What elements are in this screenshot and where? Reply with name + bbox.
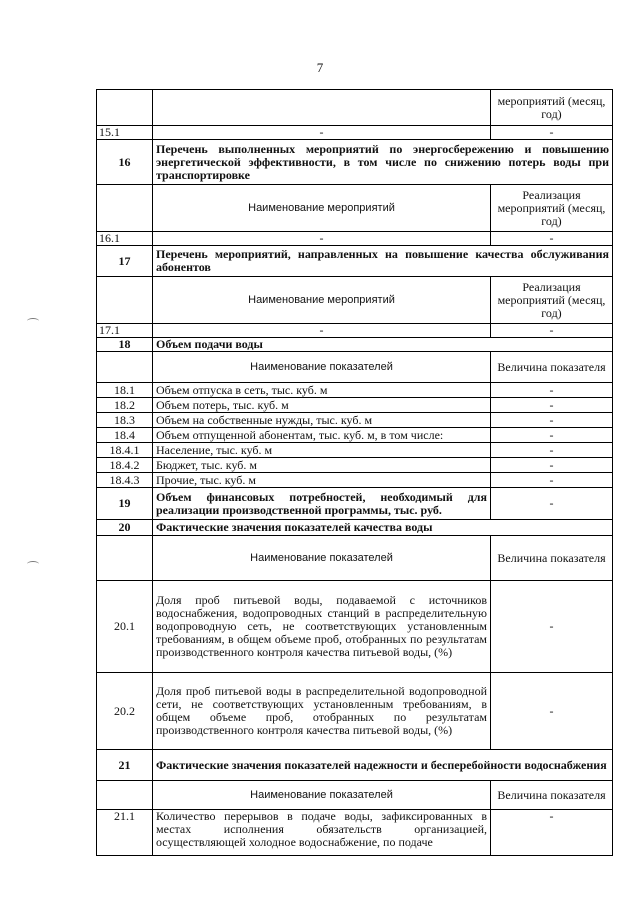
section-row	[97, 140, 613, 185]
row-number: 18.1	[97, 383, 153, 398]
table-header-row	[97, 277, 613, 324]
section-title: Перечень мероприятий, направленных на повышение качества обслуживания абонентов	[153, 246, 613, 277]
report-table	[96, 89, 613, 856]
table-row	[97, 810, 613, 856]
row-value: -	[491, 232, 613, 246]
row-text: Объем отпущенной абонентам, тыс. куб. м, в том числе:	[153, 428, 491, 443]
page-number: 7	[316, 60, 324, 75]
section-row	[97, 488, 613, 520]
table-header-row	[97, 536, 613, 581]
section-row	[97, 520, 613, 536]
row-number: 18.4	[97, 428, 153, 443]
table-row	[97, 383, 613, 398]
table-header-row	[97, 185, 613, 232]
section-number: 20	[97, 520, 153, 536]
row-value: -	[491, 443, 613, 458]
column-header-value: Величина показателя	[491, 781, 613, 810]
section-row	[97, 246, 613, 277]
row-value: -	[491, 428, 613, 443]
scan-mark	[27, 318, 39, 324]
row-number: 18.3	[97, 413, 153, 428]
row-text: -	[153, 232, 491, 246]
row-value: -	[491, 473, 613, 488]
column-header-name: Наименование мероприятий	[153, 277, 491, 324]
section-row	[97, 338, 613, 352]
row-number: 18.4.2	[97, 458, 153, 473]
column-header-name: Наименование мероприятий	[153, 185, 491, 232]
row-number: 20.2	[97, 673, 153, 750]
row-text: Объем на собственные нужды, тыс. куб. м	[153, 413, 491, 428]
table-row	[97, 458, 613, 473]
section-number: 21	[97, 750, 153, 781]
column-header-value: Величина показателя	[491, 536, 613, 581]
column-header-value: Реализация мероприятий (месяц, год)	[491, 185, 613, 232]
row-text: Доля проб питьевой воды в распределительной водопроводной сети, не соответствующих установленным требованиям, в общем объеме проб, отобранных по результатам производственного контроля качества питьевой воды, (%)	[153, 673, 491, 750]
section-number: 17	[97, 246, 153, 277]
table-header-row	[97, 352, 613, 383]
table-row	[97, 428, 613, 443]
section-title: Фактические значения показателей качества воды	[153, 520, 613, 536]
table-row	[97, 413, 613, 428]
row-text: Население, тыс. куб. м	[153, 443, 491, 458]
scan-mark	[27, 561, 39, 567]
row-value: -	[491, 126, 613, 140]
table-row	[97, 473, 613, 488]
section-number: 19	[97, 488, 153, 520]
row-value: -	[491, 398, 613, 413]
row-text: Прочие, тыс. куб. м	[153, 473, 491, 488]
column-header-value: Реализация мероприятий (месяц, год)	[491, 277, 613, 324]
table-row	[97, 126, 613, 140]
section-title: Объем финансовых потребностей, необходимый для реализации производственной программы, тыс. руб.	[153, 488, 491, 520]
table-row	[97, 581, 613, 673]
row-text: Объем отпуска в сеть, тыс. куб. м	[153, 383, 491, 398]
table-row	[97, 90, 613, 126]
section-title: Объем подачи воды	[153, 338, 613, 352]
row-number: 15.1	[97, 126, 153, 140]
row-value: -	[491, 581, 613, 673]
row-text: Доля проб питьевой воды, подаваемой с источников водоснабжения, водопроводных станций в распределительную водопроводную сеть, не соответствующих установленным требованиям, в общем объеме проб, отобранных по результатам производственного контроля качества питьевой воды, (%)	[153, 581, 491, 673]
row-number: 20.1	[97, 581, 153, 673]
row-text: -	[153, 324, 491, 338]
row-text: Бюджет, тыс. куб. м	[153, 458, 491, 473]
table-row	[97, 232, 613, 246]
row-value: -	[491, 488, 613, 520]
row-value: -	[491, 810, 613, 856]
row-number: 16.1	[97, 232, 153, 246]
table-row	[97, 324, 613, 338]
row-number: 17.1	[97, 324, 153, 338]
row-text: Количество перерывов в подаче воды, зафиксированных в местах исполнения обязательств организацией, осуществляющей холодное водоснабжение, по подаче	[153, 810, 491, 856]
column-header-value: мероприятий (месяц, год)	[491, 90, 613, 126]
row-value: -	[491, 324, 613, 338]
section-title: Перечень выполненных мероприятий по энергосбережению и повышению энергетической эффективности, в том числе по снижению потерь воды при транспортировке	[153, 140, 613, 185]
row-text: -	[153, 126, 491, 140]
column-header-name: Наименование показателей	[153, 781, 491, 810]
section-title: Фактические значения показателей надежности и бесперебойности водоснабжения	[153, 750, 613, 781]
row-value: -	[491, 413, 613, 428]
section-number: 18	[97, 338, 153, 352]
table-row	[97, 398, 613, 413]
section-number: 16	[97, 140, 153, 185]
row-text: Объем потерь, тыс. куб. м	[153, 398, 491, 413]
row-value: -	[491, 383, 613, 398]
table-header-row	[97, 781, 613, 810]
column-header-name: Наименование показателей	[153, 536, 491, 581]
row-number: 18.2	[97, 398, 153, 413]
column-header-name: Наименование показателей	[153, 352, 491, 383]
row-number: 21.1	[97, 810, 153, 856]
table-row	[97, 443, 613, 458]
row-value: -	[491, 458, 613, 473]
row-number: 18.4.1	[97, 443, 153, 458]
column-header-value: Величина показателя	[491, 352, 613, 383]
row-value: -	[491, 673, 613, 750]
section-row	[97, 750, 613, 781]
row-number: 18.4.3	[97, 473, 153, 488]
table-row	[97, 673, 613, 750]
